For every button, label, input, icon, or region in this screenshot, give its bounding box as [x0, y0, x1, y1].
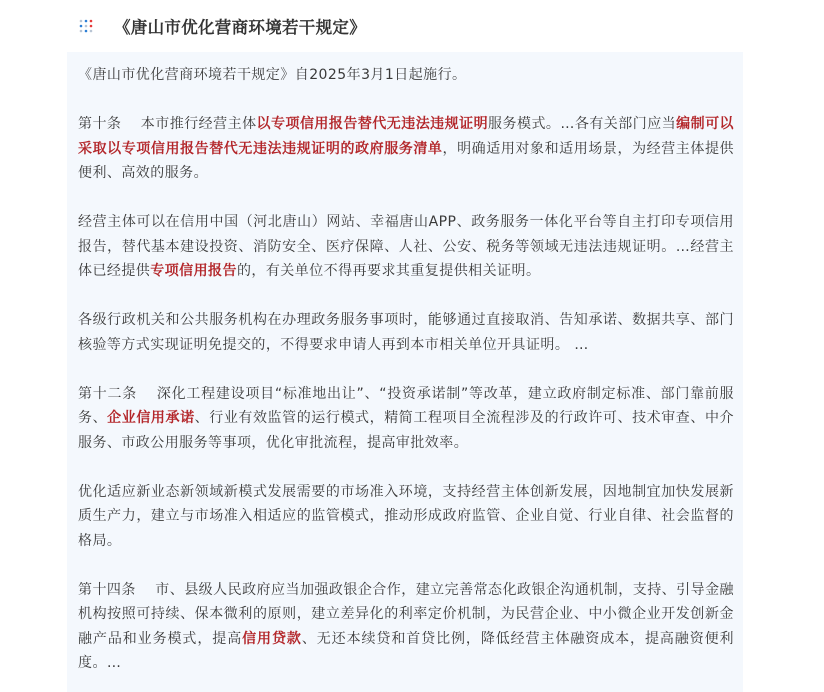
text-segment: 经营主体可以在信用中国（河北唐山）网站、幸福唐山APP、政务服务一体化平台等自主打印专项信用报告，替代基本建设投资、消防安全、医疗保障、人社、公安、税务等领域无违法违规证明。…经营主体已经提供 [78, 214, 734, 279]
highlight-text: 以专项信用报告替代无违法违规证明 [256, 116, 489, 132]
article-10-paragraph [78, 112, 734, 186]
dotted-decoration-icon [78, 18, 94, 34]
text-segment: 、行业有效监管的运行模式，精简工程项目全流程涉及的行政许可、技术审查、中介服务、市政公用服务等事项，优化审批流程，提高审批效率。 [78, 410, 734, 451]
article-title: 《唐山市优化营商环境若干规定》 [114, 18, 366, 37]
highlight-text: 编制可以采取以专项信用报告替代无违法违规证明的政府服务清单 [78, 116, 734, 157]
text-segment: ，明确适用对象和适用场景，为经营主体提供便利、高效的服务。 [78, 140, 734, 181]
highlight-text: 信用贷款 [242, 630, 302, 647]
text-segment: 的，有关单位不得再要求其重复提供相关证明。 [236, 263, 541, 279]
article-12-paragraph [78, 382, 734, 456]
text-segment: 第十二条 深化工程建设项目“标准地出让”、“投资承诺制”等改革，建立政府制定标准、部门靠前服务、 [78, 385, 734, 426]
intro-paragraph: 《唐山市优化营商环境若干规定》自2025年3月1日起施行。 [78, 67, 467, 83]
text-segment: 服务模式。…各有关部门应当 [488, 116, 677, 132]
article-14-paragraph [78, 578, 734, 676]
certificate-exemption-paragraph: 各级行政机关和公共服务机构在办理政务服务事项时，能够通过直接取消、告知承诺、数据共享、部门核验等方式实现证明免提交的，不得要求申请人再到本市相关单位开具证明。 … [78, 312, 734, 353]
credit-report-paragraph [78, 210, 734, 284]
quote-card [67, 52, 743, 692]
text-segment: 、无还本续贷和首贷比例，降低经营主体融资成本，提高融资便利度。… [78, 630, 734, 671]
highlight-text: 企业信用承诺 [107, 410, 195, 426]
article-body [78, 63, 734, 692]
article-header [78, 10, 366, 42]
text-segment: 第十条 本市推行经营主体 [78, 116, 257, 132]
market-access-paragraph: 优化适应新业态新领域新模式发展需要的市场准入环境，支持经营主体创新发展，因地制宜加快发展新质生产力，建立与市场准入相适应的监管模式，推动形成政府监管、企业自觉、行业自律、社会监督的格局。 [78, 483, 734, 549]
text-segment: 第十四条 市、县级人民政府应当加强政银企合作，建立完善常态化政银企沟通机制，支持、引导金融机构按照可持续、保本微利的原则，建立差异化的利率定价机制，为民营企业、中小微企业开发创新金融产品和业务模式，提高 [78, 581, 734, 647]
highlight-text: 专项信用报告 [150, 263, 237, 279]
